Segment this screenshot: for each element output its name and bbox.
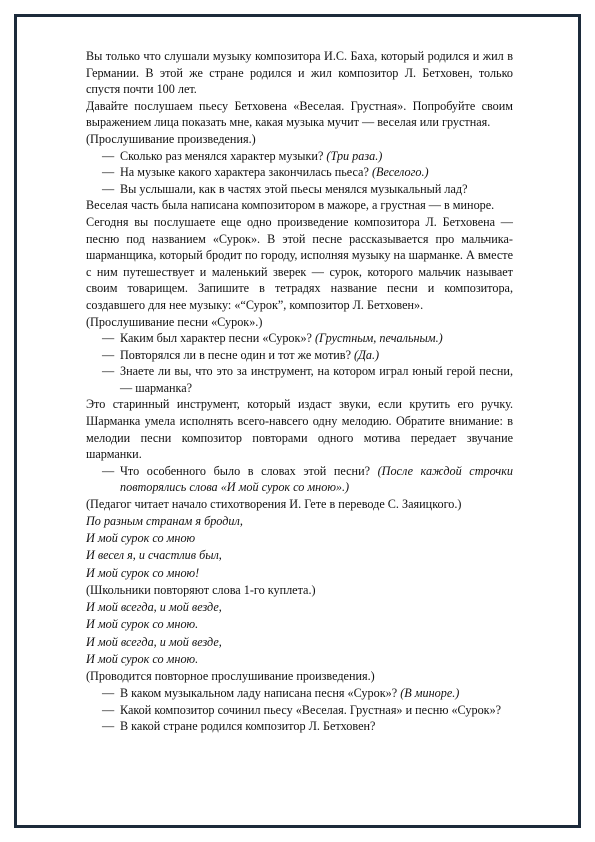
intro-paragraph: Вы только что слушали музыку композитора И.С. Баха, который родился и жил в Германии. В этой же стране родился и жил композитор Л. Бетховен, только спустя почти 100 лет. — [86, 49, 513, 97]
explanation-paragraph: Это старинный инструмент, который издаст звуки, если крутить его ручку. Шарманка умела исполнять всего-навсего одну мелодию. Обратите внимание: в мелодии песни композитор повторами одного мотива передает звучание шарманки. — [86, 397, 513, 462]
verse-line: И мой всегда, и мой везде, — [86, 634, 222, 649]
question-item — [86, 347, 513, 364]
stage-direction: (Проводится повторное прослушивание произведения.) — [86, 669, 375, 684]
question-text: Каким был характер песни «Сурок»? — [120, 331, 312, 346]
question-text: Вы услышали, как в частях этой пьесы менялся музыкальный лад? — [120, 181, 468, 196]
verse-line: И весел я, и счастлив был, — [86, 548, 222, 563]
question-item — [86, 148, 513, 165]
question-text: В какой стране родился композитор Л. Бетховен? — [120, 719, 376, 734]
verse-line: И мой сурок со мною. — [86, 652, 199, 667]
answer-text: (Три раза.) — [326, 148, 383, 163]
question-item — [86, 363, 513, 396]
stage-direction: (Педагог читает начало стихотворения И. Гете в переводе С. Заяицкого.) — [86, 497, 462, 512]
stage-direction: (Прослушивание песни «Сурок».) — [86, 314, 263, 329]
stage-direction: (Школьники повторяют слова 1-го куплета.) — [86, 583, 316, 598]
question-text: Что особенного было в словах этой песни? — [120, 463, 371, 478]
explanation-paragraph: Веселая часть была написана композитором в мажоре, а грустная — в миноре. — [86, 198, 495, 213]
task-paragraph: Давайте послушаем пьесу Бетховена «Веселая. Грустная». Попробуйте своим выражением лица показать мне, какая музыка мучит — веселая или грустная. — [86, 98, 513, 130]
question-text: Знаете ли вы, что это за инструмент, на котором играл юный герой песни, — шарманка? — [120, 364, 513, 395]
question-text: Повторялся ли в песне один и тот же мотив? — [120, 347, 351, 362]
question-item — [86, 164, 513, 181]
answer-text: (Да.) — [354, 347, 380, 362]
answer-text: (После каждой строчки повторялись слова «И мой сурок со мною».) — [120, 463, 514, 495]
verse-line: И мой сурок со мною! — [86, 565, 200, 580]
stage-direction: (Прослушивание произведения.) — [86, 131, 256, 146]
answer-text: (В миноре.) — [400, 686, 460, 701]
answer-text: (Грустным, печальным.) — [315, 331, 443, 346]
question-item — [86, 702, 513, 719]
verse-line: По разным странам я бродил, — [86, 513, 243, 528]
question-item — [86, 330, 513, 347]
question-item — [86, 463, 513, 496]
question-text: Какой композитор сочинил пьесу «Веселая. Грустная» и песню «Сурок»? — [120, 702, 502, 717]
document-body — [86, 48, 513, 735]
question-text: В каком музыкальном ладу написана песня «Сурок»? — [120, 686, 398, 701]
question-text: На музыке какого характера закончилась пьеса? — [120, 165, 369, 180]
question-item — [86, 181, 513, 198]
question-item — [86, 685, 513, 702]
question-item — [86, 718, 513, 735]
verse-line: И мой всегда, и мой везде, — [86, 599, 222, 614]
question-text: Сколько раз менялся характер музыки? — [120, 148, 324, 163]
explanation-paragraph: Сегодня вы послушаете еще одно произведение композитора Л. Бетховена — песню под названием «Сурок». В этой песне рассказывается про мальчика-шарманщика, который бродит по городу, исполняя музыку на шарманке. А вместе с ним путешествует и маленький зверек — сурок, которого мальчик называет своим товарищем. Запишите в тетрадях название песни и композитора, создавшего для нее музыку: «“Сурок”, композитор Л. Бетховен». — [86, 214, 513, 312]
answer-text: (Веселого.) — [371, 165, 429, 180]
verse-line: И мой сурок со мною — [86, 531, 196, 546]
verse-line: И мой сурок со мною. — [86, 617, 199, 632]
